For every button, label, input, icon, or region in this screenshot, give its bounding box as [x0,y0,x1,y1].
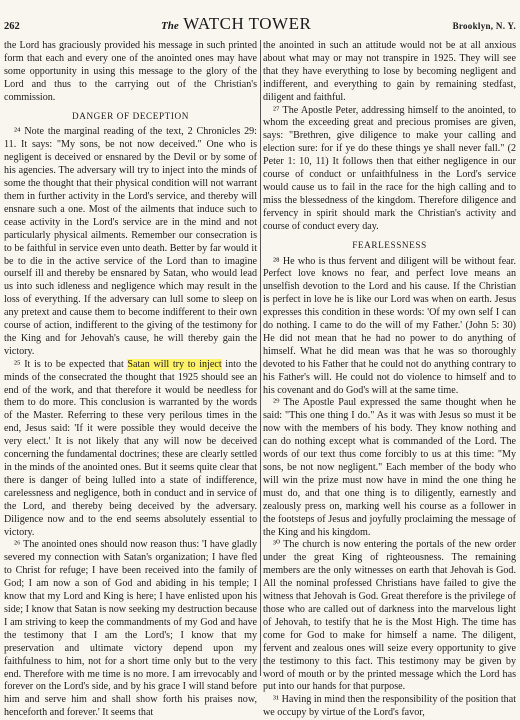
paragraph-text: ²⁵ It is to be expected that [14,358,128,370]
section-heading: DANGER OF DECEPTION [71,110,190,121]
section-heading: FEARLESSNESS [352,239,427,250]
masthead [161,14,311,34]
column-divider [260,40,261,676]
paragraph: ³¹ Having in mind then the responsibility of the position that we occupy by virtue of the Lord's favor, [263,694,516,719]
right-column [263,40,516,719]
paragraph: ³⁰ The church is now entering the portals of the new order under the great King of righteousness. The remaining members are the only witnesses on earth that Jehovah is God. All the nominal professed Christians have failed to give the witness that Jehovah is God. Great therefore is the privilege of those who are called out of darkness into the marvelous light of Jehovah, to testify that he is the Most High. The time has come for God to make for himself a name. The diligent, fervent and zealous ones will seize every opportunity to give the testimony to this fact. This testimony may be given by word of mouth or by the printed message which the Lord has put into our hands for that purpose. [263,539,516,693]
left-column [4,40,257,719]
masthead-the: The [161,20,179,32]
masthead-title: WATCH TOWER [183,14,312,33]
paragraph: ²⁹ The Apostle Paul expressed the same thought when he said: "This one thing I do." As it was with Jesus so must it be now with the members of his body. They know nothing and can do nothing except what is commanded of the Lord. The words of our text thus come forcibly to us at this time: "My sons, be not now negligent." Each member of the body who will win the prize must now have in mind the one thing he must do, and that one thing is to diligently, earnestly and zealously press on, marking well his course as a follower in the footsteps of Jesus and joyfully proclaiming the message of the King and his kingdom. [263,397,516,538]
paragraph: the Lord has graciously provided his message in such printed form that each and every one of the anointed ones may have some opportunity in using this message to the glory of the Lord and thus to the carrying out of the Christian's commission. [4,40,257,103]
paragraph: ²⁴ Note the marginal reading of the text, 2 Chronicles 29: 11. It says: "My sons, be not now deceived." One who is negligent is deceived or ensnared by the Devil or by some of his agencies. The adversary will try to inject into the minds of some the thought that their physical condition will not warrant them in further activity in the Lord's service, and thereby will ensnare such a one. Most of the ailments that induce such to cease activity in the Lord's service are in the mind and not particularly physical ailments. Remember our consecration is to be faithful in service even unto death. Better by far would it be to die in the active service of the Lord than to imagine ourself ill and thereby be ensnared by Satan, who would lead us into such idleness and negligence which may result in the loss of everything. If the adversary can lull some to sleep on any pretext and cause them to become indifferent to their own course of action, indifferent to the giving of the testimony for the King and for Jehovah's cause, he will thereby gain the victory. [4,126,257,357]
paragraph: the anointed in such an attitude would not be at all anxious about what may or may not transpire in 1925. They will see that they have everything to lose by becoming negligent and indifferent, and everything to gain by remaining stedfast, diligent and faithful. [263,40,516,103]
highlighted-text: Satan will try to inject [127,358,222,370]
page-header [4,14,516,36]
dateline: Brooklyn, N. Y. [452,21,516,31]
page-number: 262 [4,21,20,32]
paragraph: ²⁶ The anointed ones should now reason thus: 'I have gladly severed my connection with Satan's organization; I have fled to Christ for refuge; I have been received into the family of God; I am now a son of God and abiding in his temple; I know that my Lord and King is here; I have enlisted upon his side; I know that Satan is now seeking my destruction because I am striving to keep the commandments of my God and have the testimony that I am the Lord's; I know that my preservation and ultimate victory depend upon my faithfulness to him, not for a short time only but to the very end. Therefore with me time is no more. I am irrevocably and forever on the Lord's side, and by his grace I will stand before him and serve him and shall show forth his praises now, henceforth and forever.' It seems that [4,539,257,719]
paragraph: ²⁸ He who is thus fervent and diligent will be without fear. Perfect love knows no fear, and perfect love means an unselfish devotion to the Lord and his cause. If the Christian is perfect in love he is like our Lord was when on earth. Jesus expresses this condition in these words: 'Of my own self I can do nothing. I came to do the will of my Father.' (John 5: 30) He did not mean that he had no power to do anything of himself. What he did mean was that he was so thoroughly devoted to his Father that he could not do anything contrary to his Father's will. He could not do violence to himself and to his covenant and do God's will at the same time. [263,255,516,396]
paragraph-with-highlight [4,359,257,540]
paragraph-text: into the minds of the consecrated the thought that 1925 should see an end of the work, and that therefore it would be needless for them to do more. This conclusion is warranted by the words of the Master. Referring to these very perilous times in the end, Jesus said: 'If it were possible they would deceive the very elect.' It is not likely that any will now be deceived concerning the fundamental doctrines; these are clearly settled in the minds of the anointed ones. But it seems quite clear that there is danger of being lulled into a state of indifference, carelessness and negligence, both in conduct and in service of the Lord, and thereby being deceived by the adversary. Diligence now and to the end seems absolutely essential to victory. [4,358,257,538]
paragraph: ²⁷ The Apostle Peter, addressing himself to the anointed, to whom the exceeding great and precious promises are given, says: "Brethren, give diligence to make your calling and election sure: for if ye do these things ye shall never fall." (2 Peter 1: 10, 11) It follows then that either negligence in our course of conduct or unfaithfulness in the Lord's service would cause us to fail in the race for the high calling and to miss the blessedness of the kingdom. Therefore diligence and fervency in spirit should mark the Christian's activity and course of conduct every day. [263,104,516,232]
